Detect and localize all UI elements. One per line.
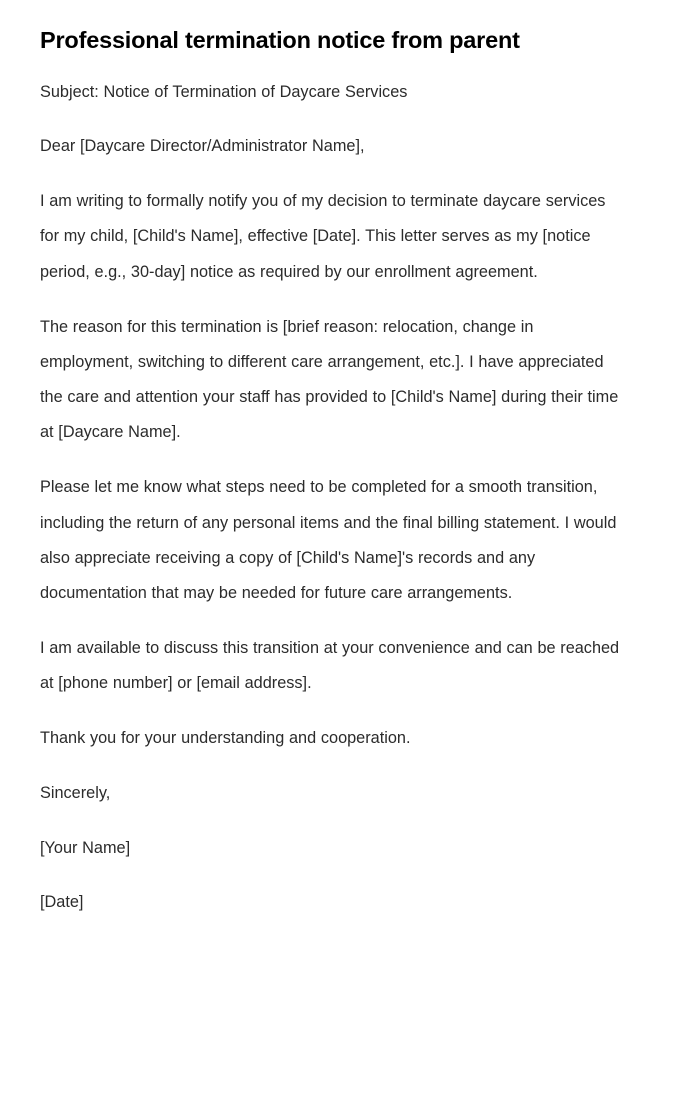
paragraph-contact: I am available to discuss this transition at your convenience and can be reached at [phone number] or [email address]. — [40, 638, 620, 693]
paragraph-notice: I am writing to formally notify you of my decision to terminate daycare services for my child, [Child's Name], effective [Date]. This letter serves as my [notice period, e.g., 30-day] notice as required by our enrollment agreement. — [40, 192, 606, 281]
closing: Sincerely, — [40, 783, 111, 802]
subject-line: Subject: Notice of Termination of Daycare Services — [40, 82, 408, 101]
letter-body — [40, 75, 625, 921]
salutation: Dear [Daycare Director/Administrator Name], — [40, 137, 365, 156]
signature-date: [Date] — [40, 893, 84, 912]
page-title: Professional termination notice from parent — [40, 27, 520, 53]
paragraph-transition: Please let me know what steps need to be completed for a smooth transition, including the return of any personal items and the final billing statement. I would also appreciate receiving a copy of [Child's Name]'s records and any documentation that may be needed for future care arrangements. — [40, 478, 617, 603]
signature-name: [Your Name] — [40, 838, 131, 857]
paragraph-thanks: Thank you for your understanding and cooperation. — [40, 729, 411, 747]
paragraph-reason: The reason for this termination is [brief reason: relocation, change in employment, switching to different care arrangement, etc.]. I have appreciated the care and attention your staff has provided to [Child's Name] during their time at [Daycare Name]. — [40, 317, 619, 442]
